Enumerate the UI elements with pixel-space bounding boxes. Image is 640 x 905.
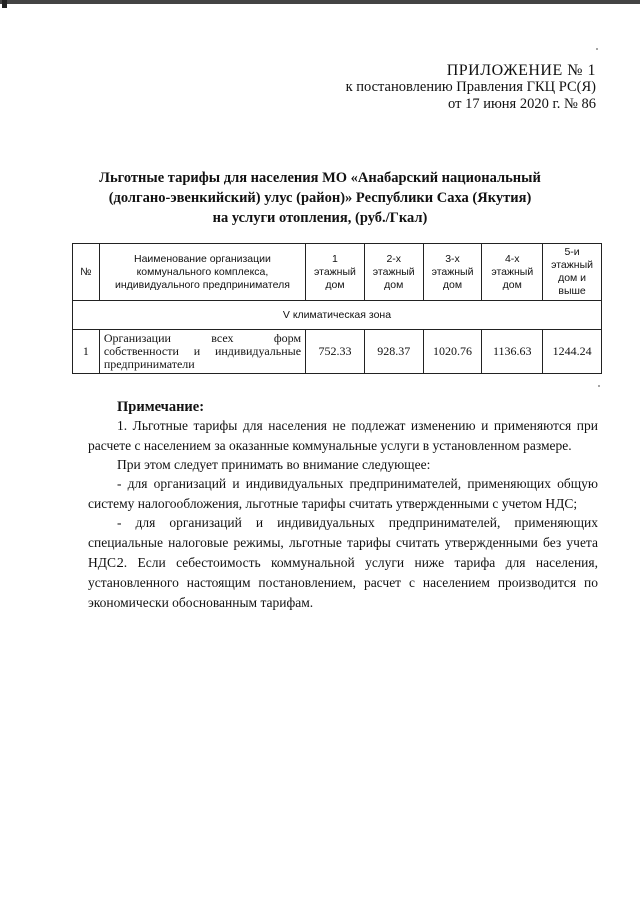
appendix-date-line: от 17 июня 2020 г. № 86 — [448, 96, 596, 112]
header-number: № — [73, 244, 100, 301]
row-organization: Организации всех форм собственности и индивидуальные предприниматели — [99, 330, 305, 374]
note-title: Примечание: — [117, 399, 205, 415]
scan-corner-mark — [2, 0, 7, 8]
scan-top-edge — [0, 0, 640, 4]
note-paragraph-5: 2. Если себестоимость коммунальной услуги ниже тарифа для населения, установленного настоящим постановлением, расчет с населением производится по экономически обоснованным тарифам. — [88, 555, 598, 610]
header-4-floor: 4-х этажный дом — [482, 244, 543, 301]
document-title-line-2: (долгано-эвенкийский) улус (район)» Республики Саха (Якутия) — [108, 190, 532, 206]
table-header-row — [73, 244, 602, 301]
row-tariff-3-floor: 1020.76 — [423, 330, 482, 374]
note-paragraph-4: - для организаций и индивидуальных предпринимателей, применяющих специальные налоговые режимы, льготные тарифы считать утвержденными без учета НДС. — [88, 515, 598, 570]
header-1-floor: 1 этажный дом — [306, 244, 365, 301]
climate-zone-label: V климатическая зона — [73, 301, 602, 330]
note-paragraph-3: - для организаций и индивидуальных предпринимателей, применяющих общую систему налогообложения, льготные тарифы считать утвержденными с учетом НДС; — [88, 476, 598, 511]
note-paragraph-2: При этом следует принимать во внимание следующее: — [117, 457, 431, 472]
appendix-header — [346, 62, 596, 113]
row-tariff-5-floor: 1244.24 — [543, 330, 602, 374]
scan-speck — [598, 385, 600, 387]
row-number: 1 — [73, 330, 100, 374]
header-organization: Наименование организации коммунального комплекса, индивидуального предпринимателя — [99, 244, 305, 301]
header-2-floor: 2-х этажный дом — [364, 244, 423, 301]
note-paragraph-1: 1. Льготные тарифы для населения не подлежат изменению и применяются при расчете с населением за оказанные коммунальные услуги в установленном размере. — [88, 418, 598, 453]
appendix-title: ПРИЛОЖЕНИЕ № 1 — [446, 62, 596, 79]
tariff-table — [72, 243, 602, 374]
header-3-floor: 3-х этажный дом — [423, 244, 482, 301]
appendix-resolution-line: к постановлению Правления ГКЦ РС(Я) — [345, 79, 596, 95]
document-title — [60, 168, 580, 228]
document-title-line-1: Льготные тарифы для населения МО «Анабарский национальный — [99, 170, 541, 186]
table-zone-row — [73, 301, 602, 330]
table-row — [73, 330, 602, 374]
row-tariff-1-floor: 752.33 — [306, 330, 365, 374]
row-tariff-2-floor: 928.37 — [364, 330, 423, 374]
scan-speck — [596, 48, 598, 50]
header-5-floor: 5-и этажный дом и выше — [543, 244, 602, 301]
document-title-line-3: на услуги отопления, (руб./Гкал) — [212, 210, 428, 226]
row-tariff-4-floor: 1136.63 — [482, 330, 543, 374]
